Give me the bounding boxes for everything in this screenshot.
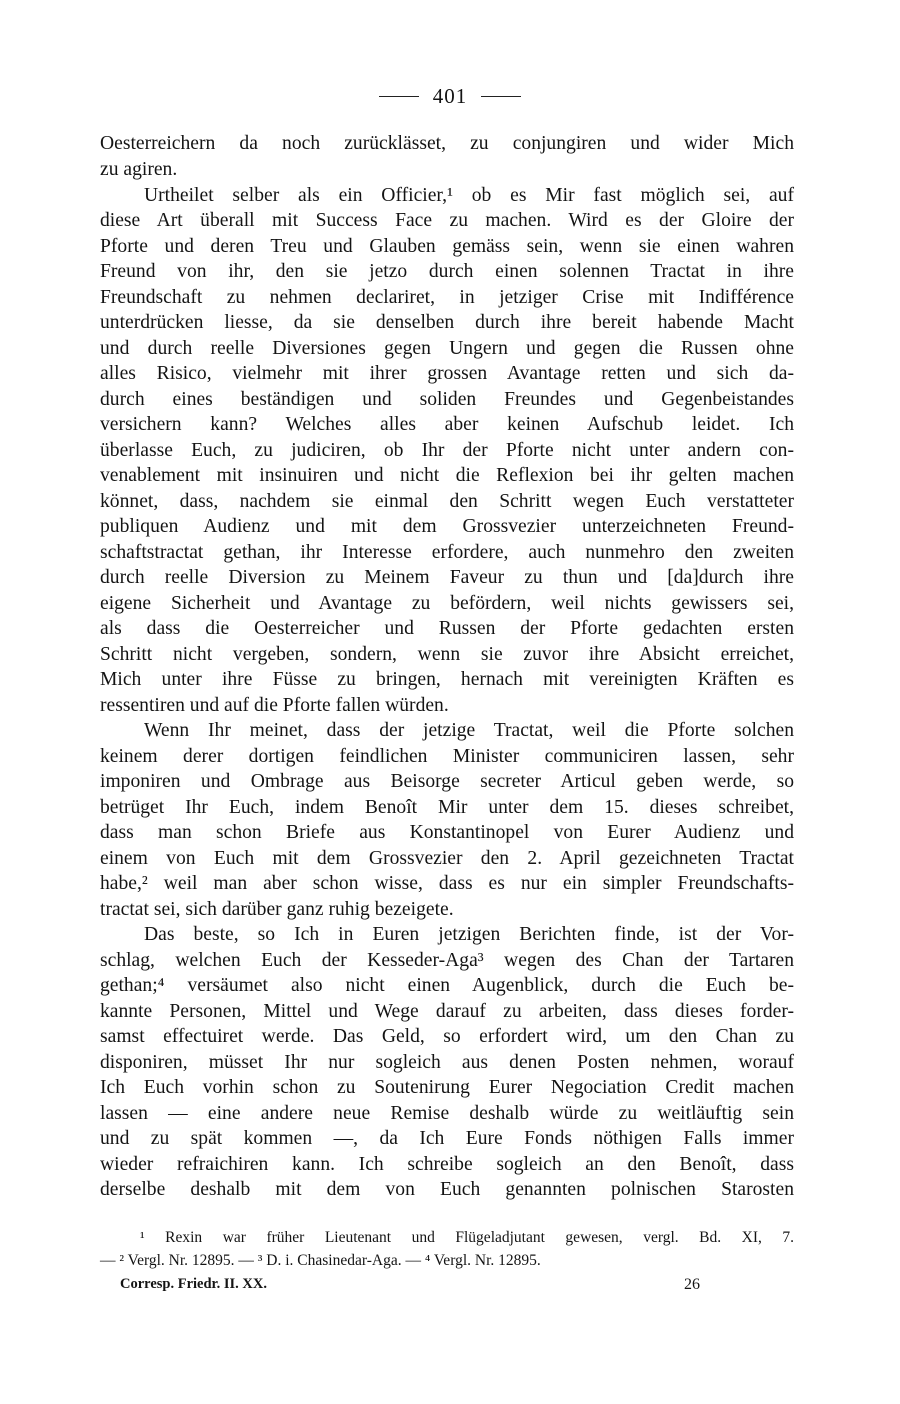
text-line: alles Risico, vielmehr mit ihrer grossen Avantage retten und sich da- [100, 363, 794, 384]
header-rule-left [379, 96, 419, 97]
page-number: 401 [432, 84, 468, 108]
text-line: keinem derer dortigen feindlichen Minister communiciren lassen, sehr [100, 746, 794, 767]
text-line: Mich unter ihre Füsse zu bringen, hernach mit vereinigten Kräften es [100, 669, 794, 690]
text-line: könnet, dass, nachdem sie einmal den Schritt wegen Euch verstatteter [100, 491, 794, 512]
text-line: samst effectuiret werde. Das Geld, so erfordert wird, um den Chan zu [100, 1026, 794, 1047]
text-line: überlasse Euch, zu judiciren, ob Ihr der Pforte nicht unter andern con- [100, 440, 794, 461]
text-line: Ich Euch vorhin schon zu Soutenirung Eurer Negociation Credit machen [100, 1077, 794, 1098]
text-line: Freund von ihr, den sie jetzo durch einen solennen Tractat in ihre [100, 261, 794, 282]
text-line: diese Art überall mit Success Face zu machen. Wird es der Gloire der [100, 210, 794, 231]
text-line: ressentiren und auf die Pforte fallen würden. [100, 695, 449, 716]
text-line: und zu spät kommen —, da Ich Eure Fonds nöthigen Falls immer [100, 1128, 794, 1149]
footnote-line: — ² Vergl. Nr. 12895. — ³ D. i. Chasinedar-Aga. — ⁴ Vergl. Nr. 12895. [100, 1252, 541, 1269]
signature-mark: Corresp. Friedr. II. XX. [120, 1276, 268, 1292]
text-line: imponiren und Ombrage aus Beisorge secreter Articul geben werde, so [100, 771, 794, 792]
footnote-line: ¹ Rexin war früher Lieutenant und Flügeladjutant gewesen, vergl. Bd. XI, 7. [140, 1229, 794, 1246]
text-line: einem von Euch mit dem Grossvezier den 2. April gezeichneten Tractat [100, 848, 794, 869]
header-rule-right [481, 96, 521, 97]
text-line: versichern kann? Welches alles aber keinen Aufschub leidet. Ich [100, 414, 794, 435]
text-line: zu agiren. [100, 159, 178, 180]
text-line: Freundschaft zu nehmen declariret, in jetziger Crise mit Indifférence [100, 287, 794, 308]
text-line: Urtheilet selber als ein Officier,¹ ob es Mir fast möglich sei, auf [144, 185, 794, 206]
text-line: venablement mit insinuiren und nicht die Reflexion bei ihr gelten machen [100, 465, 794, 486]
text-line: schaftstractat gethan, ihr Interesse erfordere, auch nunmehro den zweiten [100, 542, 794, 563]
text-line: unterdrücken liesse, da sie denselben durch ihre bereit habende Macht [100, 312, 794, 333]
text-line: publiquen Audienz und mit dem Grossvezier unterzeichneten Freund- [100, 516, 794, 537]
text-line: kannte Personen, Mittel und Wege darauf zu arbeiten, dass dieses forder- [100, 1001, 794, 1022]
sheet-number: 26 [684, 1276, 700, 1293]
text-line: Pforte und deren Treu und Glauben gemäss sein, wenn sie einen wahren [100, 236, 794, 257]
text-line: gethan;⁴ versäumet also nicht einen Augenblick, durch die Euch be- [100, 975, 794, 996]
text-line: schlag, welchen Euch der Kesseder-Aga³ wegen des Chan der Tartaren [100, 950, 794, 971]
text-line: durch reelle Diversion zu Meinem Faveur zu thun und [da]durch ihre [100, 567, 794, 588]
text-line: habe,² weil man aber schon wisse, dass es nur ein simpler Freundschafts- [100, 873, 794, 894]
text-line: tractat sei, sich darüber ganz ruhig bezeigete. [100, 899, 454, 920]
text-line: disponiren, müsset Ihr nur sogleich aus denen Posten nehmen, worauf [100, 1052, 794, 1073]
text-line: dass man schon Briefe aus Konstantinopel von Eurer Audienz und [100, 822, 794, 843]
text-line: Das beste, so Ich in Euren jetzigen Berichten finde, ist der Vor- [144, 924, 794, 945]
text-line: als dass die Oesterreicher und Russen der Pforte gedachten ersten [100, 618, 794, 639]
text-line: wieder refraichiren kann. Ich schreibe sogleich an den Benoît, dass [100, 1154, 794, 1175]
text-line: eigene Sicherheit und Avantage zu befördern, weil nichts gewissers sei, [100, 593, 794, 614]
text-line: Schritt nicht vergeben, sondern, wenn sie zuvor ihre Absicht erreichet, [100, 644, 794, 665]
text-line: Oesterreichern da noch zurücklässet, zu conjungiren und wider Mich [100, 133, 794, 154]
page-header [0, 84, 900, 109]
text-line: Wenn Ihr meinet, dass der jetzige Tractat, weil die Pforte solchen [144, 720, 794, 741]
text-line: lassen — eine andere neue Remise deshalb würde zu weitläuftig sein [100, 1103, 794, 1124]
text-line: und durch reelle Diversiones gegen Ungern und gegen die Russen ohne [100, 338, 794, 359]
text-line: durch eines beständigen und soliden Freundes und Gegenbeistandes [100, 389, 794, 410]
text-line: derselbe deshalb mit dem von Euch genannten polnischen Starosten [100, 1179, 794, 1200]
text-line: betrüget Ihr Euch, indem Benoît Mir unter dem 15. dieses schreibet, [100, 797, 794, 818]
page-footer [120, 1276, 700, 1298]
